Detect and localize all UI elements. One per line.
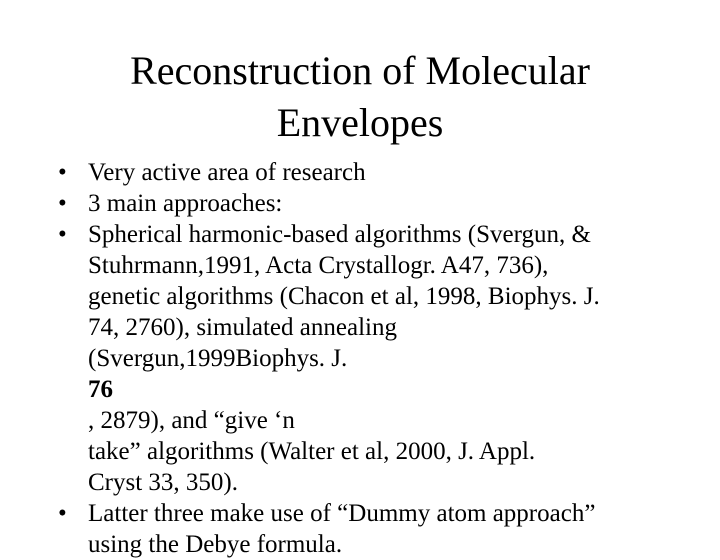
bullet-text [88, 498, 698, 560]
bullet-line: take” algorithms (Walter et al, 2000, J. Appl. [88, 438, 536, 465]
bullet-line: genetic algorithms (Chacon et al, 1998, Biophys. J. [88, 283, 600, 310]
bullet-list [58, 157, 698, 560]
bullet-marker: • [58, 500, 67, 527]
bullet-line: using the Debye formula. [88, 531, 343, 558]
bullet-item [58, 219, 698, 498]
bullet-line: 74, 2760), simulated annealing [88, 314, 397, 341]
bold-volume-number: 76 [88, 376, 113, 403]
title-line-2: Envelopes [276, 100, 444, 145]
slide-title [60, 45, 660, 149]
bullet-line: 3 main approaches: [88, 190, 283, 217]
bullet-item [58, 498, 698, 560]
bullet-line: Spherical harmonic-based algorithms (Svergun, & [88, 221, 591, 248]
bullet-line-segment: , 2879), and “give ‘n [88, 407, 295, 434]
bullet-item [58, 157, 698, 188]
title-line-1: Reconstruction of Molecular [130, 48, 590, 93]
bullet-item [58, 188, 698, 219]
bullet-marker: • [58, 159, 67, 186]
bullet-text [88, 188, 698, 219]
bullet-marker: • [58, 221, 67, 248]
bullet-line: Cryst 33, 350). [88, 469, 238, 496]
bullet-line: Stuhrmann,1991, Acta Crystallogr. A47, 736), [88, 252, 549, 279]
bullet-line: Latter three make use of “Dummy atom approach” [88, 500, 596, 527]
bullet-line: Very active area of research [88, 159, 366, 186]
bullet-text [88, 157, 698, 188]
bullet-line-segment: (Svergun,1999Biophys. J. [88, 345, 348, 372]
bullet-line [88, 343, 698, 436]
bullet-marker: • [58, 190, 67, 217]
bullet-text [88, 219, 698, 498]
